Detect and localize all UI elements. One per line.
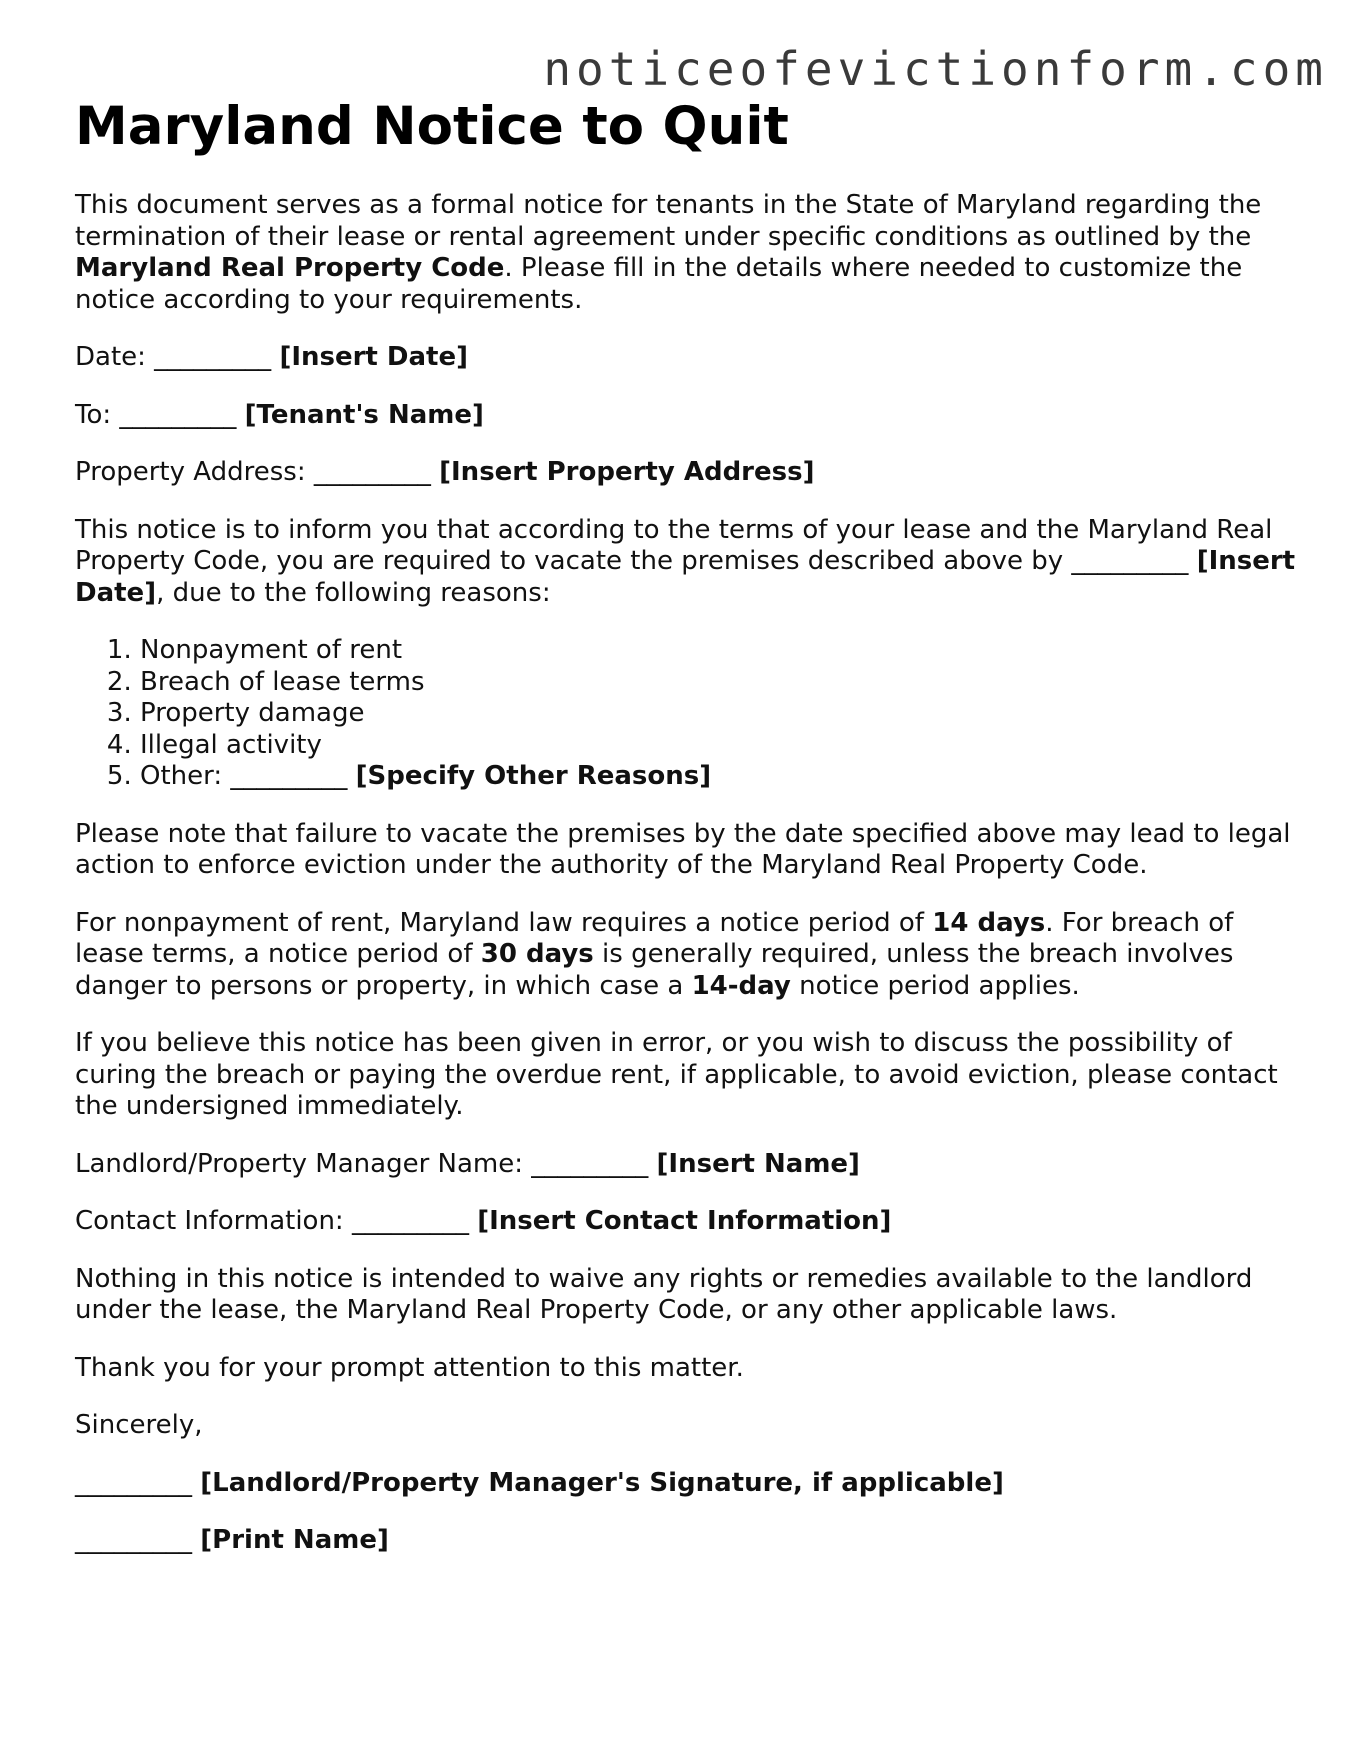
landlord-field xyxy=(75,1149,1305,1181)
closing-line: Sincerely, xyxy=(75,1410,203,1440)
intro-paragraph xyxy=(75,190,1305,316)
date-placeholder: [Insert Date] xyxy=(279,342,468,372)
notice-periods-paragraph xyxy=(75,908,1305,1003)
periods-text-4: notice period applies. xyxy=(790,970,1080,1001)
periods-text-2: . For breach of lease terms, a notice period of xyxy=(75,907,1234,969)
intro-text-1: This document serves as a formal notice for tenants in the State of Maryland regarding the termination of their lease or rental agreement under specific conditions as outlined by the xyxy=(75,190,1262,252)
reason-item: 4. Illegal activity xyxy=(140,730,1305,762)
signature-placeholder: [Landlord/Property Manager's Signature, if applicable] xyxy=(200,1467,1004,1498)
tenant-field xyxy=(75,400,1305,432)
period-14-day: 14-day xyxy=(691,970,791,1001)
signature-blank: _________ xyxy=(75,1467,192,1498)
page-title: Maryland Notice to Quit xyxy=(75,96,789,157)
signature-field xyxy=(75,1468,1305,1500)
contact-field xyxy=(75,1206,1305,1238)
contact-blank: _________ xyxy=(351,1206,469,1236)
period-30-days: 30 days xyxy=(480,939,594,969)
reasons-list xyxy=(75,635,1305,793)
landlord-blank: _________ xyxy=(531,1148,649,1179)
address-blank: _________ xyxy=(313,457,431,487)
address-placeholder: [Insert Property Address] xyxy=(439,457,815,487)
contact-label: Contact Information: xyxy=(75,1206,344,1236)
notice-document xyxy=(75,96,1305,1557)
notice-paragraph xyxy=(75,515,1305,610)
reason-item: 2. Breach of lease terms xyxy=(140,667,1305,699)
error-paragraph: If you believe this notice has been given in error, or you wish to discuss the possibility of curing the breach or paying the overdue rent, if applicable, to avoid eviction, please contact the undersigned immediately. xyxy=(75,1028,1278,1121)
notice-suffix: , due to the following reasons: xyxy=(156,577,551,608)
periods-text-1: For nonpayment of rent, Maryland law requires a notice period of xyxy=(75,907,933,938)
print-name-placeholder: [Print Name] xyxy=(200,1525,389,1555)
intro-text-2: . Please fill in the details where needed to customize the notice according to your requirements. xyxy=(75,253,1243,315)
other-label: Other: xyxy=(140,761,223,791)
tenant-placeholder: [Tenant's Name] xyxy=(244,399,484,430)
other-blank: _________ xyxy=(230,761,348,791)
vacate-date-placeholder: [Insert Date] xyxy=(75,546,1296,608)
reason-item-other xyxy=(140,761,1305,793)
address-field xyxy=(75,457,1305,489)
date-label: Date: xyxy=(75,342,146,372)
date-field xyxy=(75,342,1305,374)
periods-text-3: is generally required, unless the breach involves danger to persons or property, in which case a xyxy=(75,939,1234,1001)
tenant-label: To: xyxy=(75,399,112,430)
thanks-line: Thank you for your prompt attention to this matter. xyxy=(75,1352,744,1383)
print-name-field xyxy=(75,1525,1305,1557)
landlord-placeholder: [Insert Name] xyxy=(656,1148,860,1179)
print-name-blank: _________ xyxy=(75,1525,192,1555)
other-placeholder: [Specify Other Reasons] xyxy=(355,761,712,791)
contact-placeholder: [Insert Contact Information] xyxy=(477,1206,892,1236)
date-blank: _________ xyxy=(154,342,272,372)
warning-paragraph: Please note that failure to vacate the premises by the date specified above may lead to legal action to enforce eviction under the authority of the Maryland Real Property Code. xyxy=(75,818,1291,880)
notice-text: This notice is to inform you that according to the terms of your lease and the Maryland Real Property Code, you are required to vacate the premises described above by xyxy=(75,514,1273,576)
address-label: Property Address: xyxy=(75,457,306,487)
intro-bold-code: Maryland Real Property Code xyxy=(75,253,505,283)
rights-paragraph: Nothing in this notice is intended to waive any rights or remedies available to the landlord under the lease, the Maryland Real Property Code, or any other applicable laws. xyxy=(75,1263,1253,1325)
period-14-days: 14 days xyxy=(932,907,1046,938)
landlord-label: Landlord/Property Manager Name: xyxy=(75,1148,524,1179)
tenant-blank: _________ xyxy=(119,399,237,430)
vacate-date-blank: _________ xyxy=(1071,546,1189,576)
reason-item: 1. Nonpayment of rent xyxy=(140,635,1305,667)
site-watermark: noticeofevictionform.com xyxy=(543,42,1328,96)
reason-item: 3. Property damage xyxy=(140,698,1305,730)
